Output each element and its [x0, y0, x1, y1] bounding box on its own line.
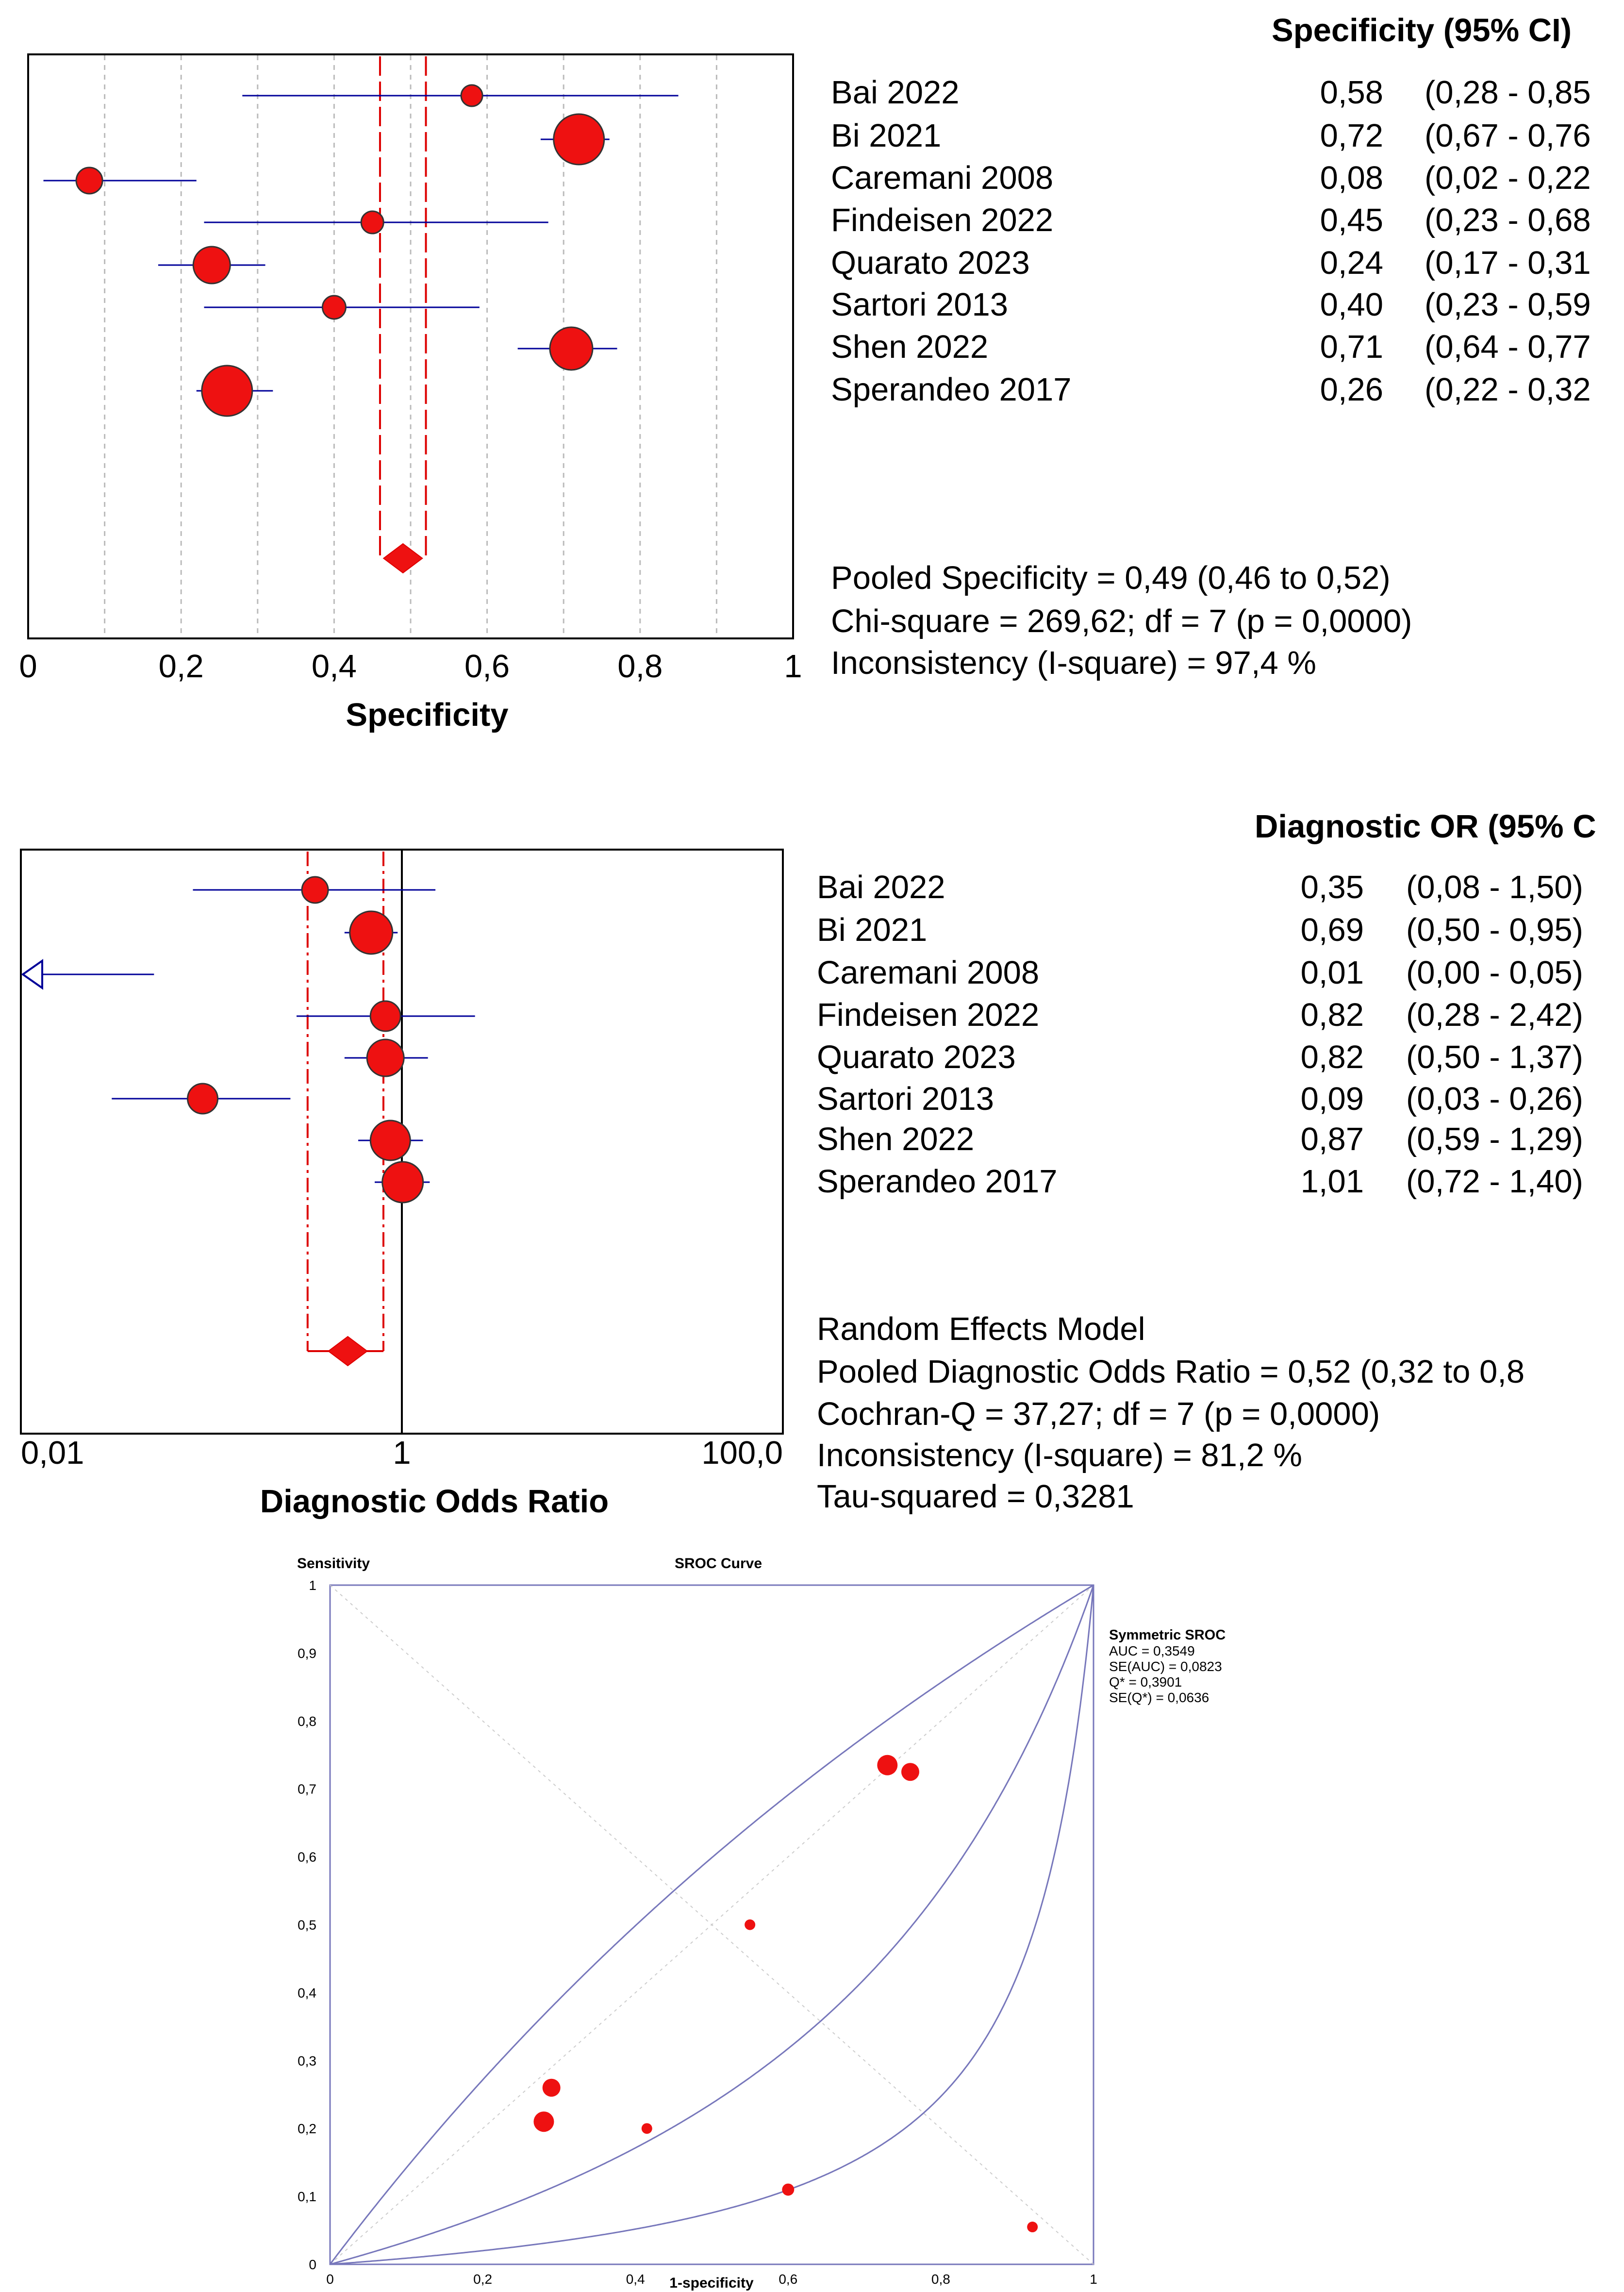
dor-study-estimate: 0,87 [1300, 1121, 1364, 1157]
specificity-study-marker [554, 114, 604, 165]
sroc-legend-line: AUC = 0,3549 [1109, 1643, 1195, 1658]
specificity-study-marker [550, 327, 593, 370]
dor-study-ci: (0,28 - 2,42) [1406, 997, 1583, 1033]
sroc-study-point [877, 1755, 897, 1775]
dor-study-ci: (0,08 - 1,50) [1406, 869, 1583, 905]
specificity-study-marker [461, 85, 482, 106]
dor-study-ci: (0,50 - 1,37) [1406, 1039, 1583, 1075]
specificity-tick-label: 0,6 [464, 648, 510, 685]
specificity-study-name: Bi 2021 [831, 117, 942, 154]
dor-off-scale-arrow [23, 961, 42, 988]
sroc-y-tick-label: 0,2 [298, 2121, 316, 2137]
sroc-y-tick-label: 0,6 [298, 1849, 316, 1865]
dor-tick-label: 0,01 [21, 1435, 84, 1471]
specificity-tick-label: 0,4 [311, 648, 357, 685]
dor-study-estimate: 0,82 [1300, 997, 1364, 1033]
specificity-study-ci: (0,02 - 0,22 [1425, 160, 1591, 196]
sroc-diagonals [330, 1585, 1094, 2264]
dor-study-marker [350, 911, 393, 954]
specificity-study-ci: (0,23 - 0,68 [1425, 202, 1591, 238]
specificity-summary [831, 560, 1412, 681]
dor-study-ci: (0,59 - 1,29) [1406, 1121, 1583, 1157]
specificity-study-name: Sperandeo 2017 [831, 371, 1072, 408]
dor-study-estimate: 0,82 [1300, 1039, 1364, 1075]
dor-study-marker [370, 1121, 410, 1160]
specificity-x-ticks [19, 648, 802, 685]
dor-summary [817, 1311, 1525, 1515]
sroc-y-tick-label: 0,3 [298, 2053, 316, 2069]
dor-tick-label: 1 [393, 1435, 411, 1471]
sroc-study-point [901, 1763, 919, 1781]
sroc-study-point [782, 2184, 794, 2196]
specificity-study-marker [202, 366, 252, 416]
sroc-y-tick-label: 0,4 [298, 1985, 316, 2001]
dor-study-estimate: 0,01 [1300, 954, 1364, 991]
dor-summary-line: Random Effects Model [817, 1311, 1145, 1347]
dor-study-name: Bai 2022 [817, 869, 945, 905]
specificity-study-estimate: 0,72 [1320, 117, 1383, 154]
sroc-x-tick-label: 0,6 [779, 2272, 798, 2287]
sroc-x-tick-label: 0,4 [626, 2272, 645, 2287]
sroc-y-tick-label: 0,7 [298, 1781, 316, 1797]
specificity-pooled-diamond [383, 544, 422, 573]
specificity-study-estimate: 0,08 [1320, 160, 1383, 196]
specificity-tick-label: 0,8 [617, 648, 663, 685]
dor-forest-panel [21, 808, 1596, 1520]
dor-study-ci: (0,72 - 1,40) [1406, 1163, 1583, 1200]
sroc-title: SROC Curve [674, 1556, 762, 1572]
specificity-tick-label: 0,2 [158, 648, 204, 685]
dor-study-estimate: 0,69 [1300, 912, 1364, 948]
sroc-study-point [543, 2079, 561, 2097]
specificity-study-estimate: 0,45 [1320, 202, 1383, 238]
dor-study-estimate: 1,01 [1300, 1163, 1364, 1200]
dor-study-marker [302, 877, 328, 903]
specificity-study-ci: (0,23 - 0,59 [1425, 286, 1591, 323]
specificity-study-name: Sartori 2013 [831, 286, 1008, 323]
dor-study-ci: (0,50 - 0,95) [1406, 912, 1583, 948]
sroc-anti-diagonal-line [330, 1585, 1094, 2264]
sroc-study-point [642, 2123, 652, 2134]
dor-study-marker [382, 1162, 423, 1203]
dor-study-estimate: 0,35 [1300, 869, 1364, 905]
specificity-study-name: Quarato 2023 [831, 245, 1030, 281]
sroc-panel [297, 1556, 1226, 2291]
dor-summary-line: Pooled Diagnostic Odds Ratio = 0,52 (0,32 to 0,8 [817, 1354, 1525, 1390]
sroc-x-tick-label: 0,8 [931, 2272, 950, 2287]
sroc-legend-title: Symmetric SROC [1109, 1627, 1226, 1643]
specificity-study-marker [361, 211, 383, 234]
dor-study-marker [188, 1084, 218, 1114]
specificity-study-name: Shen 2022 [831, 329, 989, 365]
sroc-legend [1109, 1627, 1226, 1705]
dor-study-ci: (0,00 - 0,05) [1406, 954, 1583, 991]
sroc-legend-line: SE(AUC) = 0,0823 [1109, 1659, 1222, 1674]
specificity-study-labels [831, 74, 1591, 408]
dor-study-labels [817, 869, 1583, 1200]
specificity-tick-label: 1 [784, 648, 802, 685]
dor-study-name: Bi 2021 [817, 912, 928, 948]
specificity-study-marker [193, 247, 230, 284]
specificity-summary-line: Inconsistency (I-square) = 97,4 % [831, 645, 1316, 681]
sroc-y-tick-label: 1 [309, 1578, 316, 1593]
specificity-x-label: Specificity [346, 697, 509, 733]
specificity-study-ci: (0,22 - 0,32 [1425, 371, 1591, 408]
sroc-y-tick-label: 0,9 [298, 1645, 316, 1661]
specificity-study-marker [322, 296, 346, 319]
specificity-study-ci: (0,17 - 0,31 [1425, 245, 1591, 281]
specificity-study-name: Findeisen 2022 [831, 202, 1054, 238]
sroc-study-point [745, 1920, 755, 1930]
specificity-study-ci: (0,64 - 0,77 [1425, 329, 1591, 365]
sroc-axis-ticks [298, 1578, 1097, 2287]
dor-pooled-diamond [329, 1337, 367, 1366]
dor-study-name: Caremani 2008 [817, 954, 1040, 991]
dor-study-name: Sartori 2013 [817, 1081, 994, 1117]
specificity-study-ci: (0,28 - 0,85 [1425, 74, 1591, 111]
sroc-y-label: Sensitivity [297, 1556, 370, 1572]
sroc-study-point [533, 2111, 554, 2132]
specificity-study-estimate: 0,71 [1320, 329, 1383, 365]
dor-study-name: Findeisen 2022 [817, 997, 1040, 1033]
specificity-study-estimate: 0,40 [1320, 286, 1383, 323]
dor-study-name: Sperandeo 2017 [817, 1163, 1058, 1200]
dor-study-ci: (0,03 - 0,26) [1406, 1081, 1583, 1117]
sroc-x-tick-label: 0 [326, 2272, 334, 2287]
dor-x-ticks [21, 1435, 783, 1471]
dor-title: Diagnostic OR (95% C [1255, 808, 1596, 845]
specificity-study-marks [44, 85, 679, 416]
dor-summary-line: Tau-squared = 0,3281 [817, 1478, 1134, 1515]
specificity-study-name: Bai 2022 [831, 74, 960, 111]
dor-study-marker [370, 1001, 400, 1031]
dor-study-name: Shen 2022 [817, 1121, 975, 1157]
dor-study-marker [367, 1039, 404, 1076]
specificity-title: Specificity (95% CI) [1272, 12, 1572, 49]
sroc-x-tick-label: 0,2 [473, 2272, 493, 2287]
specificity-pooled-ci [380, 56, 426, 573]
sroc-study-point [1027, 2222, 1038, 2232]
specificity-study-estimate: 0,26 [1320, 371, 1383, 408]
specificity-tick-label: 0 [19, 648, 37, 685]
dor-summary-line: Cochran-Q = 37,27; df = 7 (p = 0,0000) [817, 1396, 1380, 1432]
dor-study-name: Quarato 2023 [817, 1039, 1016, 1075]
dor-study-marks [23, 877, 475, 1203]
specificity-study-name: Caremani 2008 [831, 160, 1054, 196]
sroc-y-tick-label: 0,8 [298, 1713, 316, 1729]
specificity-study-ci: (0,67 - 0,76 [1425, 117, 1591, 154]
dor-study-estimate: 0,09 [1300, 1081, 1364, 1117]
specificity-forest-panel [19, 12, 1591, 733]
dor-summary-line: Inconsistency (I-square) = 81,2 % [817, 1437, 1302, 1473]
sroc-x-label: 1-specificity [669, 2275, 754, 2291]
dor-x-label: Diagnostic Odds Ratio [260, 1483, 609, 1520]
sroc-x-tick-label: 1 [1090, 2272, 1097, 2287]
specificity-study-estimate: 0,24 [1320, 245, 1383, 281]
specificity-summary-line: Chi-square = 269,62; df = 7 (p = 0,0000) [831, 603, 1412, 639]
dor-tick-label: 100,0 [701, 1435, 783, 1471]
sroc-y-tick-label: 0,1 [298, 2189, 316, 2205]
sroc-y-tick-label: 0,5 [298, 1917, 316, 1933]
specificity-study-estimate: 0,58 [1320, 74, 1383, 111]
specificity-study-marker [76, 167, 102, 194]
sroc-y-tick-label: 0 [309, 2257, 316, 2272]
sroc-legend-line: Q* = 0,3901 [1109, 1674, 1182, 1690]
specificity-summary-line: Pooled Specificity = 0,49 (0,46 to 0,52) [831, 560, 1391, 596]
sroc-legend-line: SE(Q*) = 0,0636 [1109, 1690, 1210, 1705]
